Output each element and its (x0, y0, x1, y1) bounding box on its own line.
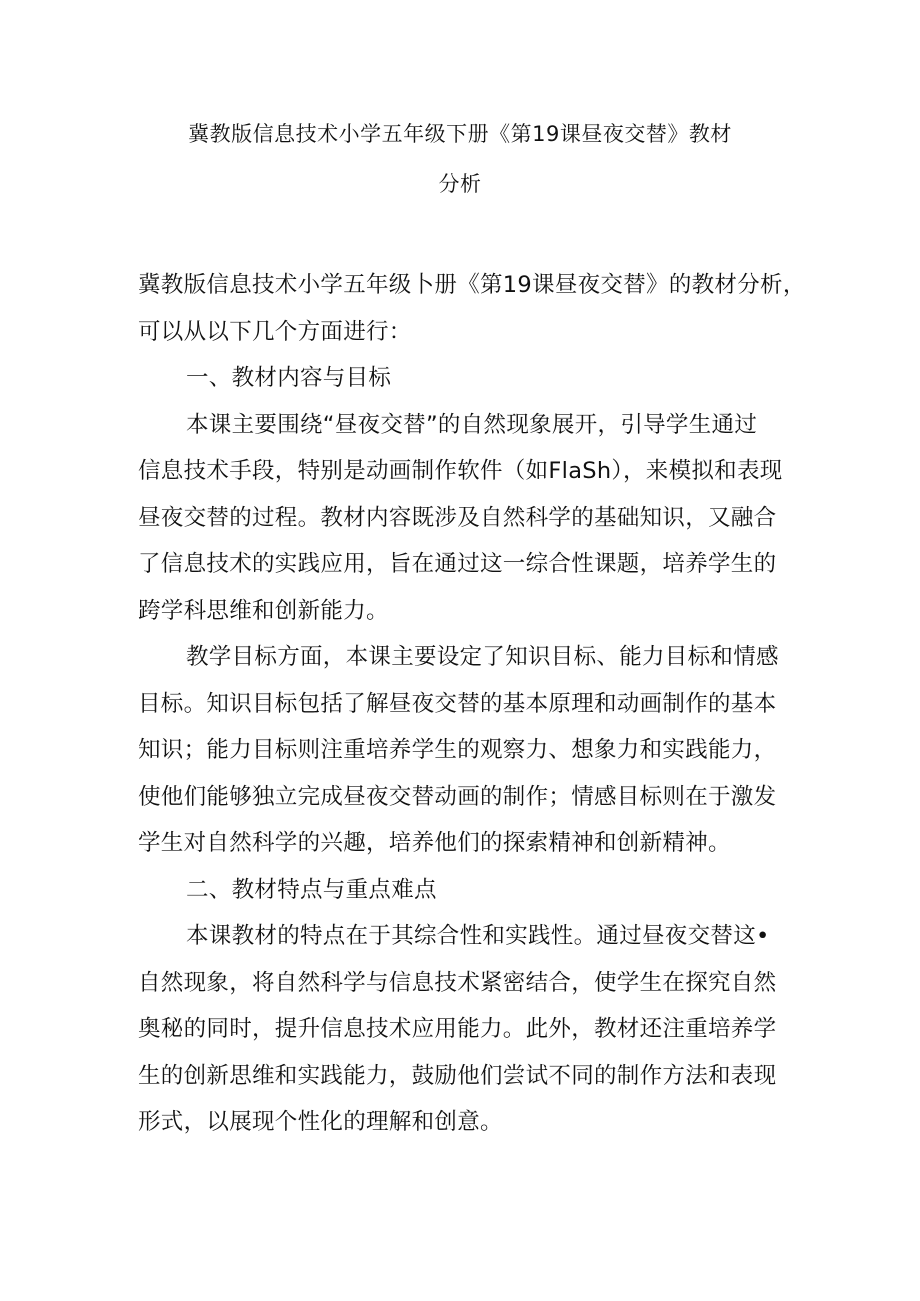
paragraph-line: 信息技术手段，特别是动画制作软件（如FlaSh），来模拟和表现 (138, 458, 783, 484)
paragraph-objectives (138, 634, 784, 867)
paragraph-line: 自然现象，将自然科学与信息技术紧密结合，使学生在探究自然 (138, 969, 777, 996)
paragraph-line: 使他们能够独立完成昼夜交替动画的制作；情感目标则在于激发 (138, 783, 777, 810)
paragraph-line: 本课主要围绕“昼夜交替”的自然现象展开，引导学生通过 (186, 411, 758, 438)
paragraph-line: 生的创新思维和实践能力，鼓励他们尝试不同的制作方法和表现 (138, 1062, 777, 1089)
paragraph-line: 学生对自然科学的兴趣，培养他们的探索精神和创新精神。 (138, 830, 731, 856)
document-body (138, 262, 806, 1146)
heading-line: 二、教材特点与重点难点 (186, 876, 437, 903)
paragraph-line: 跨学科思维和创新能力。 (138, 597, 389, 624)
paragraph-line: 冀教版信息技术小学五年级卜册《第19课昼夜交替》的教材分析， (138, 272, 806, 298)
section-heading-2 (138, 867, 784, 914)
section-heading-1 (138, 355, 784, 402)
document-title-line-1: 冀教版信息技术小学五年级下册《第19课昼夜交替》教材 (188, 122, 732, 146)
paragraph-content (138, 402, 784, 635)
paragraph-line: 本课教材的特点在于其综合性和实践性。通过昼夜交替这• (186, 923, 770, 949)
paragraph-line: 奥秘的同时，提升信息技术应用能力。此外，教材还注重培养学 (138, 1016, 777, 1042)
paragraph-line: 形式，以展现个性化的理解和创意。 (138, 1109, 503, 1135)
paragraph-line: 教学目标方面，本课主要设定了知识目标、能力目标和情感 (186, 644, 779, 670)
heading-line: 一、教材内容与目标 (186, 365, 392, 391)
paragraph-line: 知识；能力目标则注重培养学生的观察力、想象力和实践能力， (138, 737, 777, 763)
paragraph-line: 了信息技术的实践应用，旨在通过这一综合性课题，培养学生的 (138, 551, 777, 577)
paragraph-line: 目标。知识目标包括了解昼夜交替的基本原理和动画制作的基本 (138, 690, 777, 717)
paragraph-intro (138, 262, 806, 355)
document-title-line-2: 分析 (438, 172, 482, 196)
paragraph-features (138, 913, 784, 1146)
paragraph-line: 可以从以下几个方面进行： (138, 318, 412, 345)
paragraph-line: 昼夜交替的过程。教材内容既涉及自然科学的基础知识，又融合 (138, 504, 777, 531)
